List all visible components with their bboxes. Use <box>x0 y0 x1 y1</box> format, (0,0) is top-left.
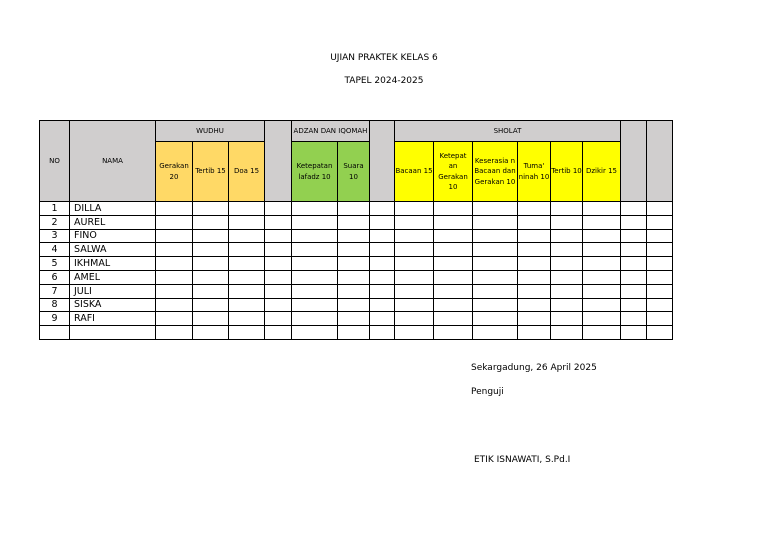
spacer-column <box>265 121 292 202</box>
score-cell <box>434 202 473 216</box>
score-cell <box>647 270 673 284</box>
row-number: 7 <box>40 284 70 298</box>
header-no: NO <box>40 121 70 202</box>
score-cell <box>473 284 518 298</box>
row-number: 9 <box>40 312 70 326</box>
score-cell <box>647 215 673 229</box>
score-cell <box>518 257 551 271</box>
score-cell <box>193 326 229 340</box>
header-wudhu: WUDHU <box>156 121 265 142</box>
score-cell <box>265 215 292 229</box>
score-cell <box>229 229 265 243</box>
score-cell <box>551 202 583 216</box>
score-cell <box>621 270 647 284</box>
score-cell <box>229 257 265 271</box>
score-cell <box>621 298 647 312</box>
score-cell <box>370 326 395 340</box>
score-cell <box>434 229 473 243</box>
score-cell <box>473 243 518 257</box>
score-cell <box>621 326 647 340</box>
row-number: 6 <box>40 270 70 284</box>
score-cell <box>473 229 518 243</box>
score-cell <box>473 257 518 271</box>
student-name: AMEL <box>70 270 156 284</box>
spacer-column <box>647 121 673 202</box>
spacer-column <box>370 121 395 202</box>
score-cell <box>338 229 370 243</box>
score-cell <box>434 284 473 298</box>
table-row <box>40 257 673 271</box>
signature-role: Penguji <box>471 387 504 397</box>
score-cell <box>583 202 621 216</box>
score-cell <box>518 215 551 229</box>
score-cell <box>518 298 551 312</box>
score-cell <box>229 202 265 216</box>
subheader-adzan-suara: Suara 10 <box>338 142 370 202</box>
score-cell <box>292 312 338 326</box>
score-cell <box>338 312 370 326</box>
score-cell <box>473 270 518 284</box>
score-cell <box>338 257 370 271</box>
spacer-column <box>621 121 647 202</box>
student-name: JULI <box>70 284 156 298</box>
score-cell <box>265 229 292 243</box>
score-cell <box>647 312 673 326</box>
student-name: FINO <box>70 229 156 243</box>
score-cell <box>583 243 621 257</box>
table-row <box>40 202 673 216</box>
score-cell <box>265 243 292 257</box>
score-cell <box>395 270 434 284</box>
score-cell <box>647 298 673 312</box>
score-cell <box>551 270 583 284</box>
subheader-wudhu-tertib: Tertib 15 <box>193 142 229 202</box>
row-number: 2 <box>40 215 70 229</box>
score-cell <box>338 243 370 257</box>
score-cell <box>395 312 434 326</box>
score-cell <box>434 326 473 340</box>
subheader-sholat-keserasian: Keserasia n Bacaan dan Gerakan 10 <box>473 142 518 202</box>
score-cell <box>621 312 647 326</box>
score-cell <box>370 243 395 257</box>
score-cell <box>551 257 583 271</box>
score-cell <box>338 284 370 298</box>
score-cell <box>518 202 551 216</box>
score-cell <box>434 312 473 326</box>
score-cell <box>473 215 518 229</box>
score-cell <box>292 243 338 257</box>
score-cell <box>395 284 434 298</box>
row-number: 4 <box>40 243 70 257</box>
student-name: SISKA <box>70 298 156 312</box>
table-row <box>40 215 673 229</box>
row-number: 3 <box>40 229 70 243</box>
signature-place-date: Sekargadung, 26 April 2025 <box>471 363 597 373</box>
score-cell <box>370 257 395 271</box>
score-cell <box>583 284 621 298</box>
table-row <box>40 229 673 243</box>
score-cell <box>265 202 292 216</box>
score-cell <box>265 270 292 284</box>
score-cell <box>292 215 338 229</box>
subheader-wudhu-gerakan: Gerakan 20 <box>156 142 193 202</box>
header-nama: NAMA <box>70 121 156 202</box>
row-number: 1 <box>40 202 70 216</box>
student-name <box>70 326 156 340</box>
score-cell <box>434 215 473 229</box>
score-cell <box>583 229 621 243</box>
score-cell <box>370 312 395 326</box>
score-cell <box>395 257 434 271</box>
table-row <box>40 326 673 340</box>
score-cell <box>621 229 647 243</box>
score-cell <box>621 215 647 229</box>
score-cell <box>292 284 338 298</box>
score-cell <box>551 298 583 312</box>
score-cell <box>518 270 551 284</box>
score-cell <box>583 270 621 284</box>
score-cell <box>193 229 229 243</box>
score-cell <box>395 298 434 312</box>
subheader-adzan-ketepatan: Ketepatan lafadz 10 <box>292 142 338 202</box>
score-cell <box>193 298 229 312</box>
score-cell <box>156 284 193 298</box>
score-cell <box>156 243 193 257</box>
score-cell <box>583 257 621 271</box>
score-cell <box>434 243 473 257</box>
score-cell <box>518 229 551 243</box>
score-cell <box>265 257 292 271</box>
score-cell <box>518 284 551 298</box>
score-cell <box>647 202 673 216</box>
score-cell <box>395 215 434 229</box>
score-cell <box>518 326 551 340</box>
subheader-sholat-ketepatan-gerakan: Ketepat an Gerakan 10 <box>434 142 473 202</box>
student-name: IKHMAL <box>70 257 156 271</box>
score-cell <box>229 312 265 326</box>
table-row <box>40 312 673 326</box>
score-cell <box>265 312 292 326</box>
score-cell <box>395 326 434 340</box>
score-cell <box>370 270 395 284</box>
subheader-sholat-bacaan: Bacaan 15 <box>395 142 434 202</box>
score-cell <box>621 257 647 271</box>
score-cell <box>551 312 583 326</box>
score-cell <box>229 284 265 298</box>
score-cell <box>473 312 518 326</box>
score-cell <box>156 326 193 340</box>
score-cell <box>434 270 473 284</box>
score-cell <box>156 270 193 284</box>
student-name: DILLA <box>70 202 156 216</box>
score-cell <box>647 243 673 257</box>
score-cell <box>370 215 395 229</box>
page-subtitle: TAPEL 2024-2025 <box>344 76 424 86</box>
score-cell <box>583 326 621 340</box>
score-cell <box>193 270 229 284</box>
subheader-sholat-tertib: Tertib 10 <box>551 142 583 202</box>
score-cell <box>338 298 370 312</box>
score-cell <box>156 229 193 243</box>
row-number: 8 <box>40 298 70 312</box>
score-cell <box>292 202 338 216</box>
subheader-sholat-tumaninah: Tuma' ninah 10 <box>518 142 551 202</box>
score-cell <box>621 202 647 216</box>
score-cell <box>473 202 518 216</box>
table-row <box>40 270 673 284</box>
score-cell <box>583 298 621 312</box>
score-cell <box>647 284 673 298</box>
score-cell <box>338 270 370 284</box>
score-cell <box>551 326 583 340</box>
score-cell <box>156 312 193 326</box>
student-name: RAFI <box>70 312 156 326</box>
subheader-sholat-dzikir: Dzikir 15 <box>583 142 621 202</box>
score-cell <box>292 270 338 284</box>
score-cell <box>292 326 338 340</box>
score-cell <box>518 312 551 326</box>
score-cell <box>193 312 229 326</box>
score-cell <box>156 202 193 216</box>
score-cell <box>473 298 518 312</box>
score-cell <box>229 243 265 257</box>
score-cell <box>156 257 193 271</box>
score-cell <box>229 326 265 340</box>
score-cell <box>551 243 583 257</box>
student-name: AUREL <box>70 215 156 229</box>
score-cell <box>338 215 370 229</box>
signature-name: ETIK ISNAWATI, S.Pd.I <box>474 455 571 465</box>
score-cell <box>193 257 229 271</box>
score-cell <box>229 298 265 312</box>
score-cell <box>229 270 265 284</box>
score-table <box>39 120 673 340</box>
score-cell <box>370 229 395 243</box>
score-cell <box>370 284 395 298</box>
score-cell <box>395 202 434 216</box>
score-cell <box>395 243 434 257</box>
score-cell <box>193 202 229 216</box>
score-cell <box>621 284 647 298</box>
score-cell <box>583 215 621 229</box>
score-cell <box>265 326 292 340</box>
score-cell <box>551 284 583 298</box>
table-row <box>40 243 673 257</box>
score-cell <box>229 215 265 229</box>
score-cell <box>518 243 551 257</box>
score-cell <box>551 215 583 229</box>
score-cell <box>193 284 229 298</box>
subheader-wudhu-doa: Doa 15 <box>229 142 265 202</box>
score-cell <box>193 243 229 257</box>
score-cell <box>551 229 583 243</box>
table-row <box>40 284 673 298</box>
score-cell <box>370 202 395 216</box>
score-cell <box>647 257 673 271</box>
header-sholat: SHOLAT <box>395 121 621 142</box>
score-cell <box>370 298 395 312</box>
score-cell <box>193 215 229 229</box>
student-name: SALWA <box>70 243 156 257</box>
row-number: 5 <box>40 257 70 271</box>
score-cell <box>156 298 193 312</box>
score-cell <box>265 284 292 298</box>
score-cell <box>292 298 338 312</box>
score-cell <box>292 257 338 271</box>
score-cell <box>473 326 518 340</box>
score-cell <box>395 229 434 243</box>
score-cell <box>621 243 647 257</box>
score-cell <box>338 202 370 216</box>
score-cell <box>156 215 193 229</box>
score-cell <box>647 229 673 243</box>
table-row <box>40 298 673 312</box>
score-cell <box>338 326 370 340</box>
header-adzan-iqomah: ADZAN DAN IQOMAH <box>292 121 370 142</box>
page-title: UJIAN PRAKTEK KELAS 6 <box>330 53 438 63</box>
score-cell <box>583 312 621 326</box>
score-cell <box>265 298 292 312</box>
score-cell <box>647 326 673 340</box>
row-number <box>40 326 70 340</box>
score-cell <box>292 229 338 243</box>
score-cell <box>434 298 473 312</box>
score-cell <box>434 257 473 271</box>
